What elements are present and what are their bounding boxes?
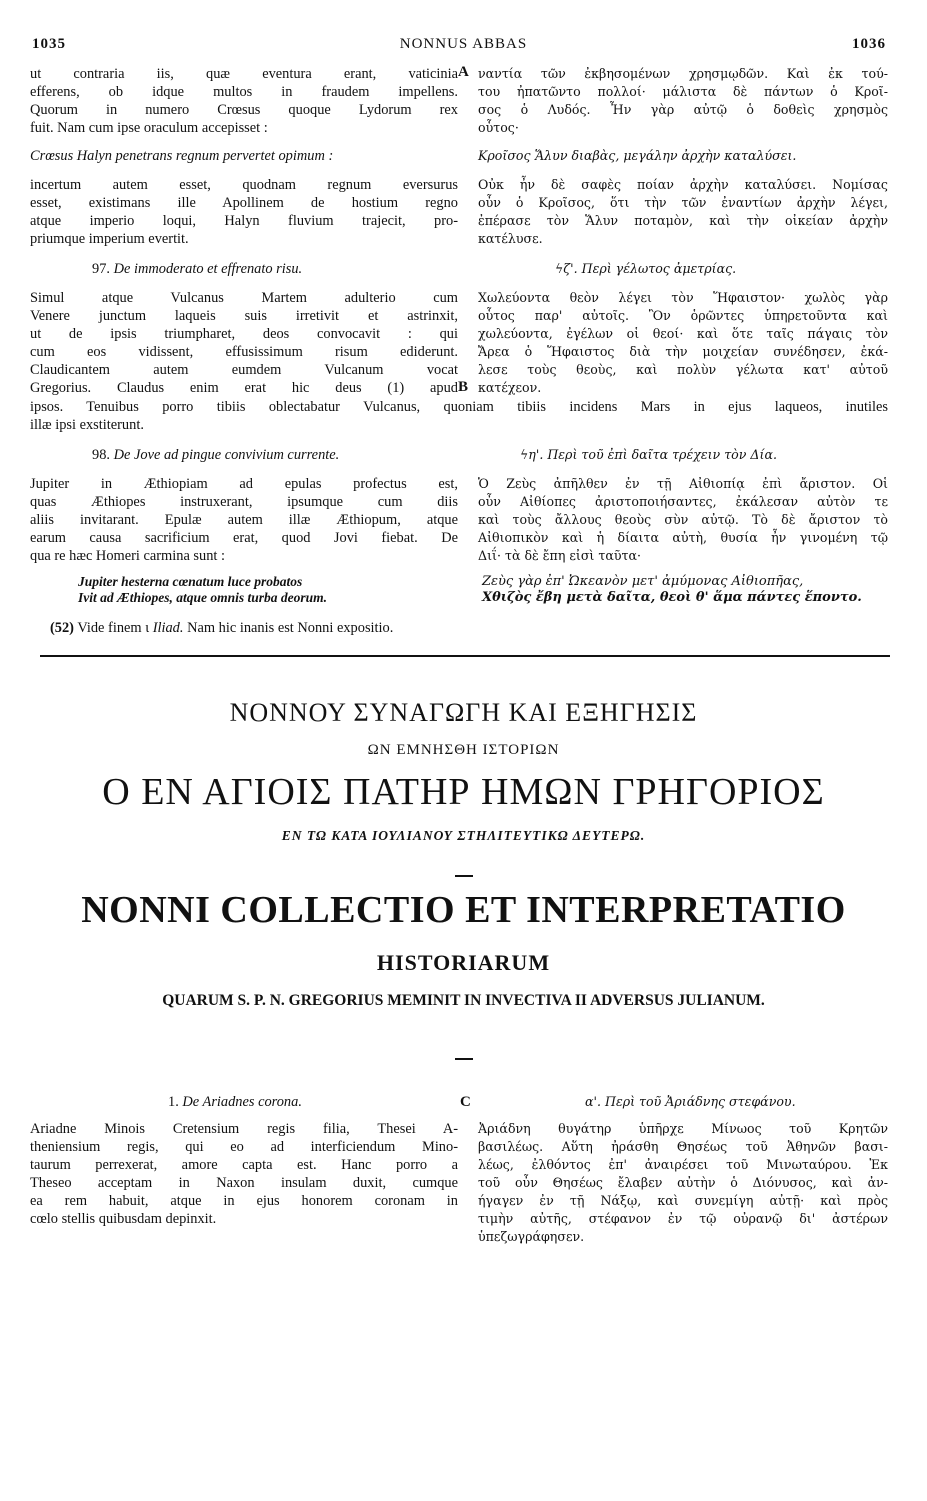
s97-full-line: illæ ipsi exstiterunt.: [30, 417, 144, 433]
footnote: [50, 619, 393, 637]
section-98-heading-greek: ϟη'. Περὶ τοῦ ἐπὶ δαῖτα τρέχειν τὸν Δία.: [520, 447, 777, 462]
top-right-line: οὗτος·: [478, 120, 519, 135]
s97-greek-line: λεσε τοὺς θεοὺς, καὶ πολὺν γέλωτα κατ' αὐτοῦ: [478, 362, 888, 377]
s97-greek-line: χωλεύοντα, ἐγέλων οἱ θεοί· καὶ ὅτε ταῖς πάγαις τὸν: [478, 326, 888, 341]
s98-greek-line: καὶ τοὺς ἄλλους θεοὺς σὺν αὐτῷ. Τὸ δὲ ἄριστον τὸ: [478, 512, 888, 527]
s98-latin-line: qua re hæc Homeri carmina sunt :: [30, 548, 226, 564]
greek-main-title: Ο ΕΝ ΑΓΙΟΙΣ ΠΑΤΗΡ ΗΜΩΝ ΓΡΗΓΟΡΙΟΣ: [102, 771, 825, 813]
s98-latin-line: quas Æthiopes instruxerant, ipsumque cum diis: [30, 494, 458, 510]
latin-subtitle: HISTORIARUM: [376, 950, 551, 975]
s97-greek-line: Ἄρεα ὁ Ἥφαιστος διὰ τὴν μοιχείαν συνέδησεν, ἐκά-: [478, 344, 888, 359]
s98-latin-line: Jupiter in Æthiopiam ad epulas profectus est,: [30, 476, 458, 492]
s1-latin-line: ea rem habuit, atque in ejus honorem coronam in: [30, 1193, 458, 1209]
s98-latin-verse: Jupiter hesterna cœnatum luce probatos: [78, 574, 303, 589]
footnote-number: (52): [50, 620, 74, 636]
s97-greek-line: κατέχεον.: [478, 380, 542, 395]
section-97-heading-latin: [92, 260, 302, 278]
top-left-line: atque imperio loqui, Halyn fluvium trajecit, pro-: [30, 213, 458, 229]
top-right-verse: Κροῖσος Ἅλυν διαβὰς, μεγάλην ἀρχὴν καταλύσει.: [478, 148, 797, 163]
top-left-line: ut contraria iis, quæ eventura erant, vaticinia: [30, 66, 458, 82]
top-left-line: fuit. Nam cum ipse oraculum accepisset :: [30, 120, 268, 136]
section-number: 1.: [168, 1094, 179, 1110]
s1-greek-line: τιμὴν αὐτῆς, στέφανον ἐν τῷ οὐρανῷ δι' ἀστέρων: [478, 1211, 888, 1226]
s1-latin-line: Theseo acceptam in Naxon insulam duxit, cumque: [30, 1175, 458, 1191]
s98-latin-verse: Ivit ad Æthiopes, atque omnis turba deorum.: [78, 590, 328, 605]
s98-greek-line: Αἰθιοπικὸν καὶ ἡ δίαιτα αὐτὴ, θυσία ἦν γινομένη τῷ: [478, 530, 888, 545]
footnote-text: ι: [145, 620, 150, 636]
top-left-line: efferens, ob idque multos in fraudem impellens.: [30, 84, 458, 100]
section-number: 98.: [92, 447, 110, 463]
top-left-line: priumque imperium evertit.: [30, 231, 189, 247]
s1-greek-line: βασιλέως. Αὕτη ἠράσθη Θησέως τοῦ Ἀθηνῶν βασι-: [478, 1139, 888, 1154]
s97-latin-line: Claudicantem autem eumdem Vulcanum vocat: [30, 362, 458, 378]
top-left-verse: Crœsus Halyn penetrans regnum pervertet opimum :: [30, 148, 334, 164]
latin-title: NONNI COLLECTIO ET INTERPRETATIO: [81, 889, 846, 931]
s98-greek-line: Ὁ Ζεὺς ἀπῆλθεν ἐν τῇ Αἰθιοπίᾳ ἐπὶ ἄριστον. Οἱ: [478, 476, 888, 491]
section-title: De Ariadnes corona.: [182, 1094, 302, 1110]
page-number-right: 1036: [852, 36, 886, 52]
s1-greek-line: Ἀριάδνη θυγάτηρ ὑπῆρχε Μίνωος τοῦ Κρητῶν: [478, 1121, 888, 1136]
s1-latin-line: cœlo stellis quibusdam depinxit.: [30, 1211, 217, 1227]
s97-latin-line: Simul atque Vulcanus Martem adulterio cum: [30, 290, 458, 306]
top-right-line: Οὐκ ἦν δὲ σαφὲς ποίαν ἀρχὴν καταλύσει. Νομίσας: [478, 177, 888, 192]
s1-greek-line: ὑπεζωγράφησεν.: [478, 1229, 585, 1244]
s98-latin-line: aliis invitarant. Epulæ autem illæ Æthiopum, atque: [30, 512, 458, 528]
top-right-line: ἐπέρασε τὸν Ἅλυν ποταμὸν, καὶ τὴν οἰκείαν ἀρχὴν: [478, 213, 888, 228]
section-divider: [40, 655, 890, 657]
s1-latin-line: taurum perrexerat, amore capta est. Hanc porro a: [30, 1157, 458, 1173]
s97-latin-line: cum eos vidissent, effusissimum risum ediderunt.: [30, 344, 458, 360]
s97-latin-line: ut de ipsis triumpharet, deos convocavit : qui: [30, 326, 458, 342]
short-dash: [455, 875, 473, 877]
section-97-heading-greek: ϟζ'. Περὶ γέλωτος ἀμετρίας.: [555, 261, 737, 276]
s97-greek-line: οὗτος παρ' αὐτοῖς. Ὃν ὁρῶντες ὑπηρετοῦντα καὶ: [478, 308, 888, 323]
s98-latin-line: earum causa sacrificium erat, quod Jovi fiebat. De: [30, 530, 458, 546]
s97-latin-line: Gregorius. Claudus enim erat hic deus (1) apud: [30, 380, 458, 396]
margin-letter-a: A: [458, 64, 469, 80]
greek-title: ΝΟΝΝΟΥ ΣΥΝΑΓΩΓΗ ΚΑΙ ΕΞΗΓΗΣΙΣ: [229, 698, 698, 727]
margin-letter-c: C: [460, 1094, 471, 1110]
top-right-line: κατέλυσε.: [478, 231, 543, 246]
top-left-line: esset, existimans ille Apollinem de hostium regno: [30, 195, 458, 211]
s1-greek-line: λέως, ἐλθόντος ἐπ' ἀναιρέσει τοῦ Μινωταύρου. Ἐκ: [478, 1157, 888, 1172]
s98-greek-line: οὖν Αἰθίοπες ἀριστοποιήσαντες, ἐκάλεσαν αὐτὸν τε: [478, 494, 888, 509]
greek-italic-subtitle: ΕΝ ΤΩ ΚΑΤΑ ΙΟΥΛΙΑΝΟΥ ΣΤΗΛΙΤΕΥΤΙΚΩ ΔΕΥΤΕΡΩ.: [281, 828, 646, 843]
greek-subtitle: ΩΝ ΕΜΝΗΣΘΗ ΙΣΤΟΡΙΩΝ: [367, 742, 560, 758]
s97-greek-line: Χωλεύοντα θεὸν λέγει τὸν Ἥφαιστον· χωλὸς γὰρ: [478, 290, 888, 305]
top-right-line: οὖν ὁ Κροῖσος, ὅτι τὴν τῶν ἐναντίων ἀρχὴν λέγει,: [478, 195, 888, 210]
page-number-left: 1035: [32, 36, 66, 52]
s1-latin-line: Ariadne Minois Cretensium regis filia, Thesei A-: [30, 1121, 458, 1137]
top-right-line: του ἠπατῶντο πολλοί· μάλιστα δὲ πάντων ὁ Κροῖ-: [478, 84, 888, 99]
section-title: De Jove ad pingue convivium currente.: [113, 447, 340, 463]
s98-greek-verse: Χθιζὸς ἔβη μετὰ δαῖτα, θεοὶ θ' ἅμα πάντες ἕποντο.: [482, 590, 862, 605]
latin-description: QUARUM S. P. N. GREGORIUS MEMINIT IN INVECTIVA II ADVERSUS JULIANUM.: [162, 992, 765, 1009]
s97-full-line: ipsos. Tenuibus porro tibiis oblectabatur Vulcanus, quoniam tibiis incidens Mars in ejus laqueos, inutiles: [30, 399, 888, 415]
top-right-line: ναντία τῶν ἐκβησομένων χρησμῳδῶν. Καὶ ἐκ τού-: [478, 66, 888, 81]
section-title: De immoderato et effrenato risu.: [113, 261, 303, 277]
s97-latin-line: Venere junctum laqueis suis irretivit et astrinxit,: [30, 308, 458, 324]
section-1-heading-latin: [168, 1093, 302, 1111]
footnote-text: Nam hic inanis est Nonni expositio.: [187, 620, 394, 636]
top-left-line: incertum autem esset, quodnam regnum eversurus: [30, 177, 458, 193]
footnote-citation: Iliad.: [152, 620, 184, 636]
section-1-heading-greek: α'. Περὶ τοῦ Ἀριάδνης στεφάνου.: [585, 1094, 796, 1109]
margin-letter-b: B: [458, 379, 469, 395]
s1-latin-line: theniensium regis, qui eo ad interficiendum Mino-: [30, 1139, 458, 1155]
top-left-line: Quorum in numero Crœsus quoque Lydorum rex: [30, 102, 458, 118]
s98-greek-verse: Ζεὺς γὰρ ἐπ' Ὠκεανὸν μετ' ἀμύμονας Αἰθιοπῆας,: [482, 574, 804, 589]
section-number: 97.: [92, 261, 110, 277]
s98-greek-line: Διΐ· τὰ δὲ ἔπη εἰσὶ ταῦτα·: [478, 548, 641, 563]
short-dash: [455, 1058, 473, 1060]
section-98-heading-latin: [92, 446, 339, 464]
s1-greek-line: ήγαγεν ἐν τῇ Νάξῳ, καὶ συνεμίγη αὐτῇ· καὶ πρὸς: [478, 1193, 888, 1208]
running-title: NONNUS ABBAS: [399, 36, 528, 52]
footnote-text: Vide finem: [77, 620, 142, 636]
top-right-line: σος ὁ Λυδός. Ἦν γὰρ αὐτῷ ὁ δοθεὶς χρησμὸς: [478, 102, 888, 117]
s1-greek-line: τοῦ οὖν Θησέως ἔλαβεν αὐτὴν ὁ Διόνυσος, καὶ ἀν-: [478, 1175, 888, 1190]
